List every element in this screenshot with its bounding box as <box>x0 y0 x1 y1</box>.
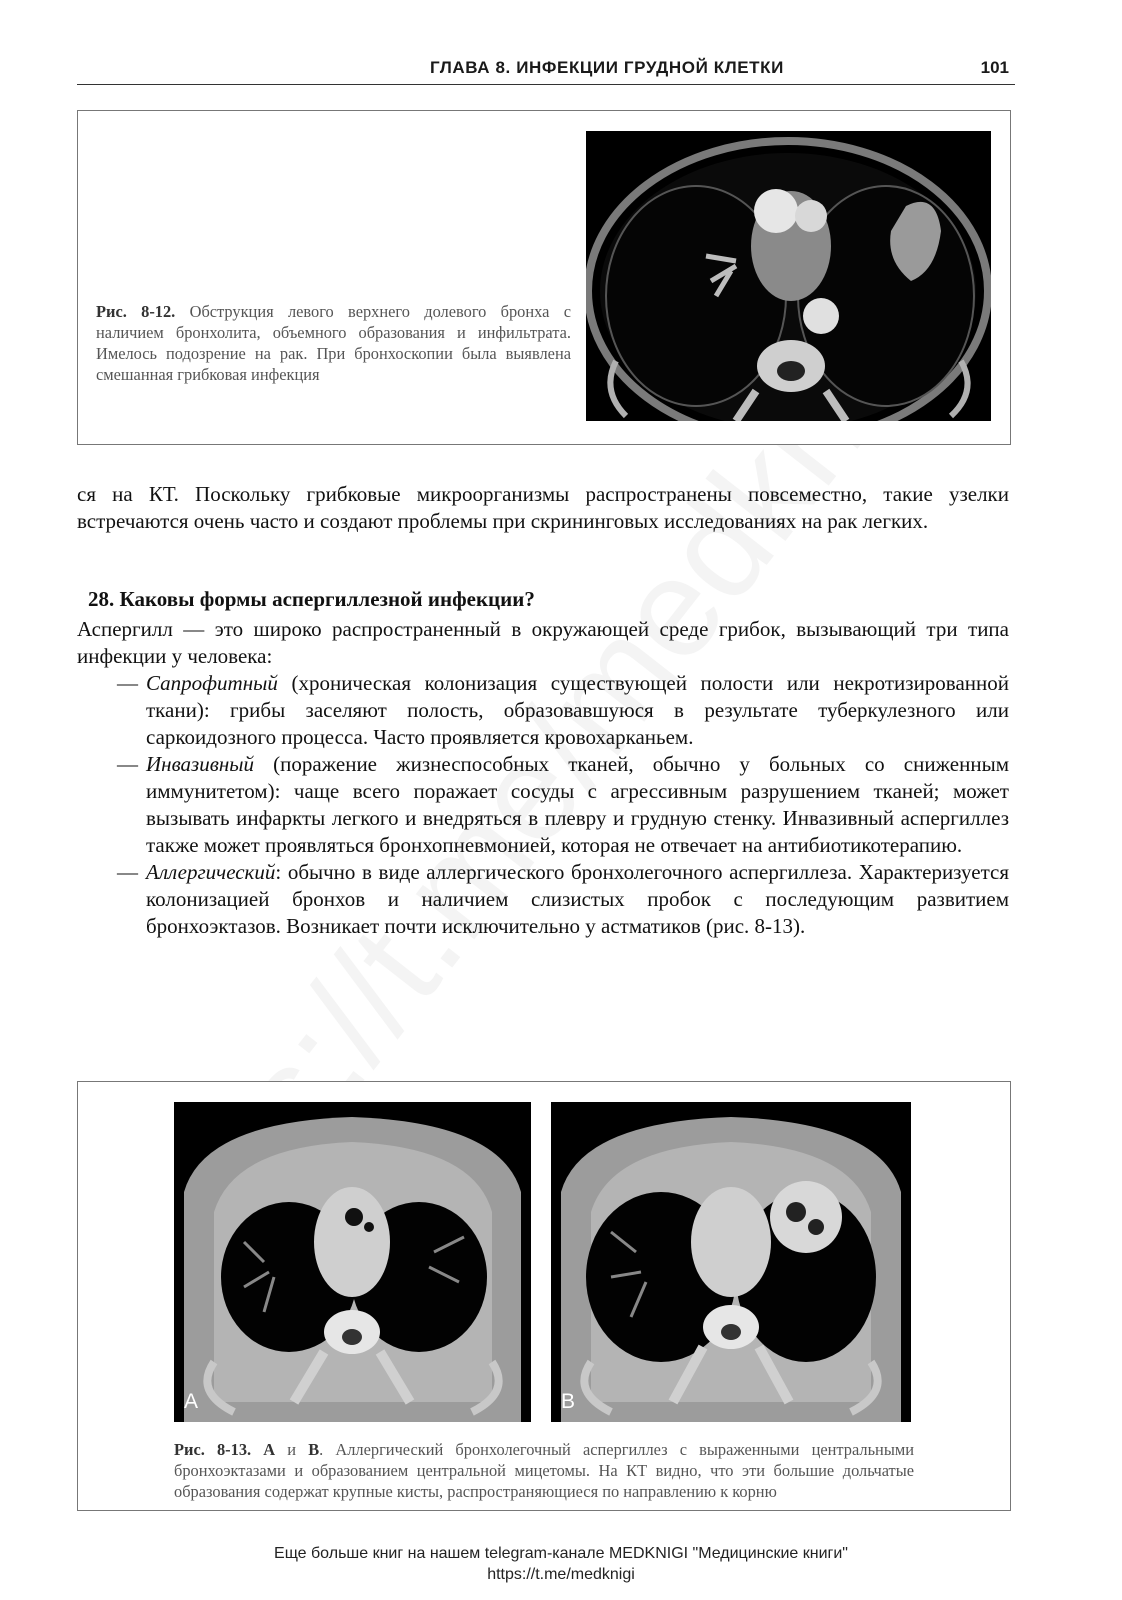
telegram-footer <box>0 1543 1122 1585</box>
running-header <box>77 56 1015 85</box>
figure-8-13-label-a: А <box>263 1440 276 1459</box>
ct-axial-illustration-a <box>174 1102 531 1422</box>
term-saprophytic: Сапрофитный <box>146 671 278 695</box>
ct-scan-image <box>586 131 991 421</box>
figure-8-12-label: Рис. 8-12. <box>96 302 176 321</box>
list-item-text: (поражение жизнеспособных тканей, обычно у больных со сниженным иммунитетом): чаще всего поражает сосуды с агрессивным разрушением тканей; может вызывать инфаркты легкого и внедряться в плевру и грудную стенку. Инвазивный аспергиллез также может проявляться бронхопневмонией, которая не отвечает на антибиотикотерапию. <box>146 752 1009 857</box>
ct-chest-illustration <box>586 131 991 421</box>
list-dash: — <box>117 752 138 776</box>
figure-8-13-label: Рис. 8-13. <box>174 1440 252 1459</box>
figure-8-13 <box>77 1081 1011 1511</box>
term-invasive: Инвазивный <box>146 752 255 776</box>
ct-scan-panel-a <box>174 1102 531 1422</box>
panel-label-a: A <box>184 1390 199 1413</box>
list-item <box>77 670 1009 751</box>
figure-8-12-caption-text: Обструкция левого верхнего долевого бронха с наличием бронхолита, объемного образования и инфильтрата. Имелось подозрение на рак. При бронхоскопии была выявлена смешанная грибковая инфекция <box>96 302 571 384</box>
ct-axial-illustration-b <box>551 1102 911 1422</box>
figure-8-13-label-b: В <box>308 1440 320 1459</box>
list-item-text: : обычно в виде аллергического бронхолегочного аспергиллеза. Характеризуется колонизацией бронхов и наличием слизистых пробок с последующим развитием бронхоэктазов. Возникает почти исключительно у астматиков (рис. 8-13). <box>146 860 1009 938</box>
question-heading: 28. Каковы формы аспергиллезной инфекции? <box>88 587 535 611</box>
figure-8-13-caption <box>174 1439 914 1502</box>
figure-8-12 <box>77 110 1011 445</box>
term-allergic: Аллергический <box>146 860 276 884</box>
list-dash: — <box>117 671 138 695</box>
footer-link[interactable]: https://t.me/medknigi <box>487 1566 635 1583</box>
footer-promo-text: Еще больше книг на нашем telegram-канале MEDKNIGI "Медицинские книги" <box>274 1545 848 1562</box>
list-item <box>77 859 1009 940</box>
figure-8-12-caption <box>96 301 571 385</box>
ct-scan-panel-b <box>551 1102 911 1422</box>
panel-label-b: B <box>561 1390 576 1413</box>
list-dash: — <box>117 860 138 884</box>
list-item-text: (хроническая колонизация существующей полости или некротизированной ткани): грибы заселяют полость, образовавшуюся в результате туберкулезного или саркоидозного процесса. Часто проявляется кровохарканьем. <box>146 671 1009 749</box>
figure-8-13-caption-text: . Аллергический бронхолегочный аспергиллез с выраженными центральными бронхоэктазами и образованием центральной мицетомы. На КТ видно, что эти большие дольчатые образования содержат крупные кисты, распространяющиеся по направлению к корню <box>174 1440 914 1501</box>
list-item <box>77 751 1009 859</box>
figure-8-13-label-and: и <box>275 1440 309 1459</box>
infection-types-list <box>77 670 1009 940</box>
continuation-paragraph: ся на КТ. Поскольку грибковые микроорганизмы распространены повсеместно, такие узелки встречаются очень часто и создают проблемы при скрининговых исследованиях на рак легких. <box>77 482 1009 533</box>
page-number: 101 <box>980 58 1009 77</box>
chapter-title: ГЛАВА 8. ИНФЕКЦИИ ГРУДНОЙ КЛЕТКИ <box>430 58 784 77</box>
intro-paragraph: Аспергилл — это широко распространенный в окружающей среде грибок, вызывающий три типа инфекции у человека: <box>77 617 1009 668</box>
